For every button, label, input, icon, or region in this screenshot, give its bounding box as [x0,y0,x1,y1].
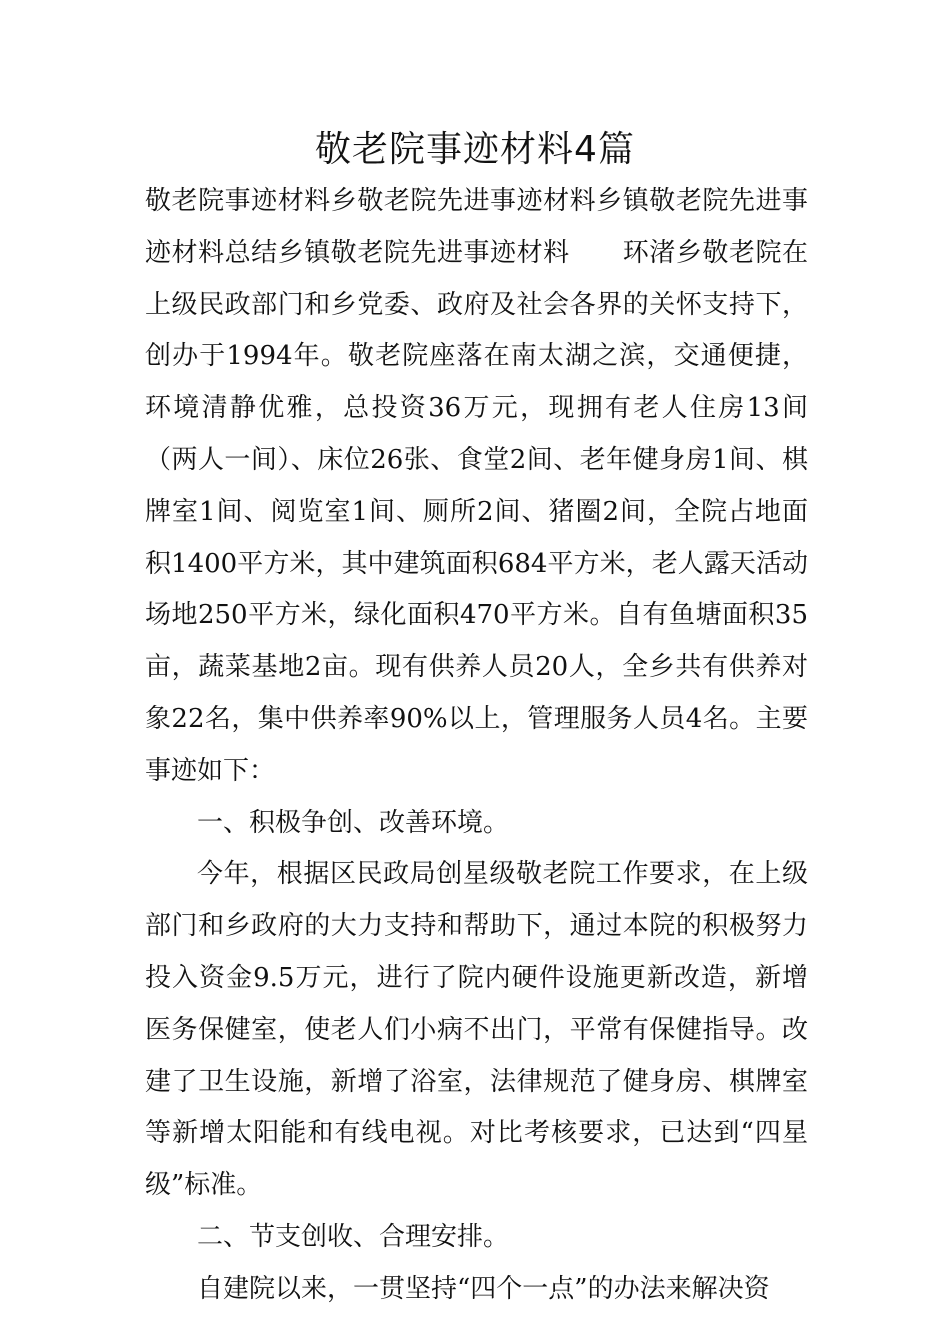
paragraph-section-1-body: 今年，根据区民政局创星级敬老院工作要求，在上级部门和乡政府的大力支持和帮助下，通过本院的积极努力投入资金9.5万元，进行了院内硬件设施更新改造，新增医务保健室，使老人们小病不出门，平常有保健指导。改建了卫生设施，新增了浴室，法律规范了健身房、棋牌室等新增太阳能和有线电视。对比考核要求，已达到“四星级”标准。 [145,859,808,1201]
paragraph-section-heading-2: 二、节支创收、合理安排。 [197,1221,510,1252]
paragraph-section-heading-1: 一、积极争创、改善环境。 [197,807,510,838]
document-body [145,176,808,1316]
document-title: 敬老院事迹材料4篇 [315,129,635,170]
paragraph-section-2-body: 自建院以来，一贯坚持“四个一点”的办法来解决资 [197,1273,770,1304]
paragraph-intro: 敬老院事迹材料乡敬老院先进事迹材料乡镇敬老院先进事迹材料总结乡镇敬老院先进事迹材料 环渚乡敬老院在上级民政部门和乡党委、政府及社会各界的关怀支持下，创办于1994年。敬老院座落在南太湖之滨，交通便捷，环境清静优雅，总投资36万元，现拥有老人住房13间（两人一间）、床位26张、食堂2间、老年健身房1间、棋牌室1间、阅览室1间、厕所2间、猪圈2间，全院占地面积1400平方米，其中建筑面积684平方米，老人露天活动场地250平方米，绿化面积470平方米。自有鱼塘面积35亩，蔬菜基地2亩。现有供养人员20人，全乡共有供养对象22名，集中供养率90%以上，管理服务人员4名。主要事迹如下： [145,186,808,786]
